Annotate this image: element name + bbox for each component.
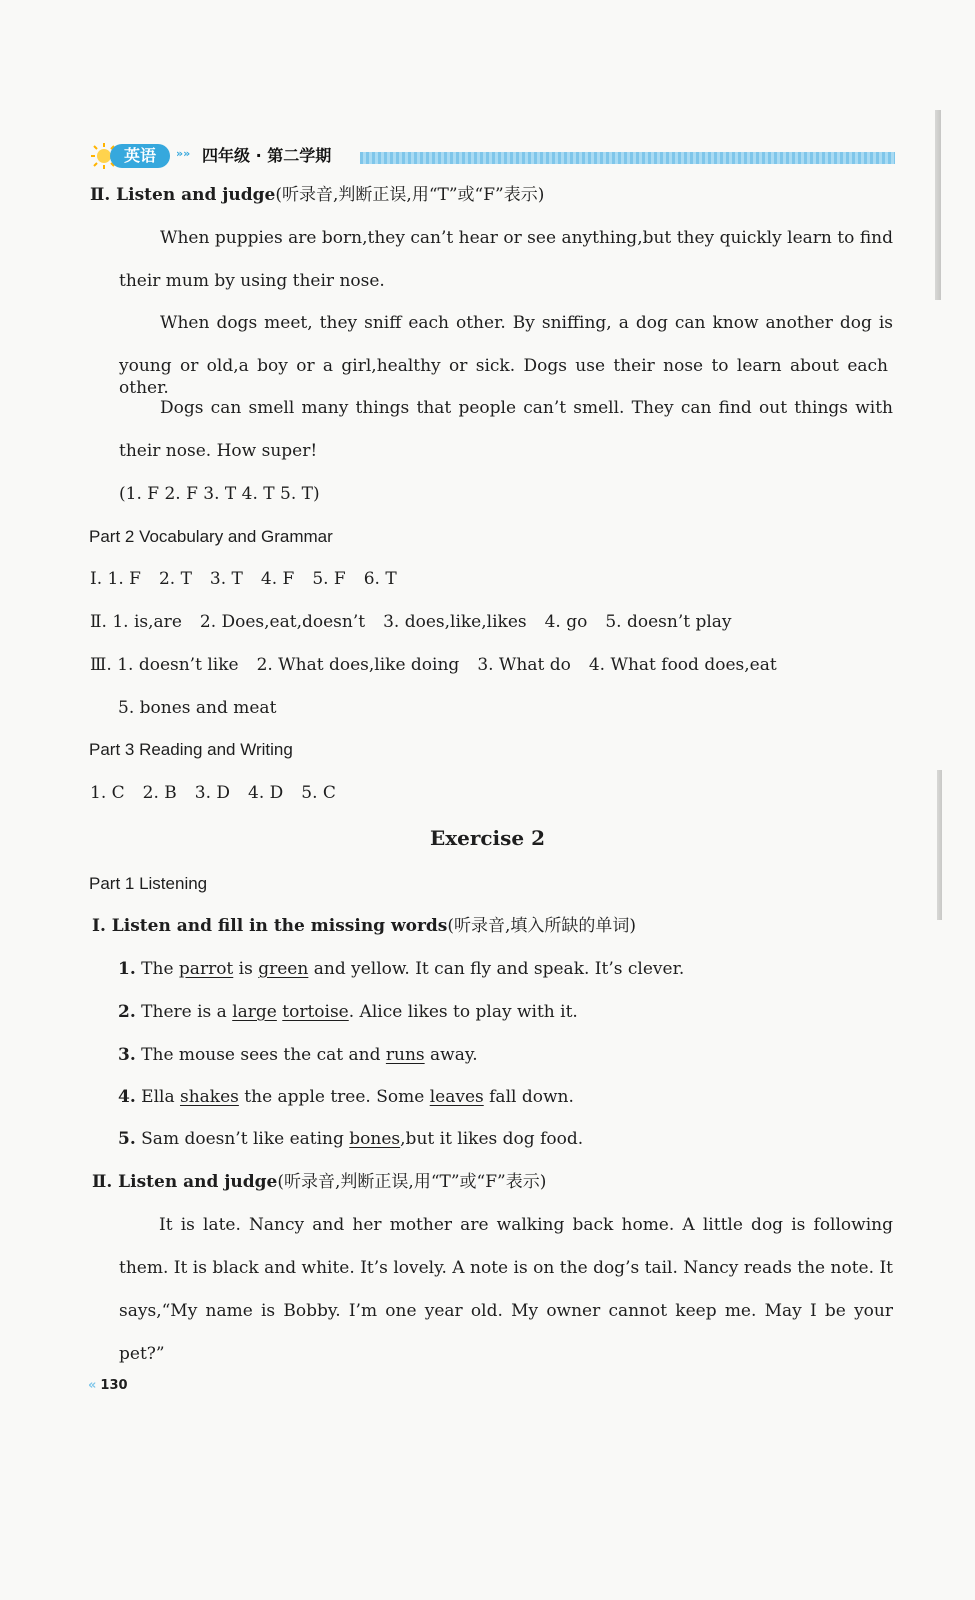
judge-heading-cn: (听录音,判断正误,用“T”或“F”表示) xyxy=(277,1172,547,1192)
sentence-text: the apple tree. Some xyxy=(238,1087,430,1107)
answer-row: 5. bones and meat xyxy=(118,698,277,718)
answer-item: 4. go xyxy=(544,612,588,632)
judge-heading-en: Ⅱ. Listen and judge xyxy=(90,185,276,205)
exercise-title: Exercise 2 xyxy=(429,826,546,850)
passage-line: them. It is black and white. It’s lovely. A note is on the dog’s tail. Nancy reads the note. It xyxy=(119,1258,893,1278)
item-number: 5. xyxy=(118,1129,136,1149)
filled-word: large xyxy=(232,1002,277,1022)
sentence-1 xyxy=(118,958,684,980)
part-title: Part 3 Reading and Writing xyxy=(89,740,293,759)
sentence-text: Ella xyxy=(141,1087,180,1107)
answer-item: 5. F xyxy=(312,569,346,589)
item-number: 4. xyxy=(118,1087,136,1107)
judge-heading xyxy=(90,184,544,206)
sentence-text: . Alice likes to play with it. xyxy=(348,1002,578,1022)
item-number: 2. xyxy=(118,1002,136,1022)
answer-row xyxy=(90,568,415,590)
passage-line: their mum by using their nose. xyxy=(119,271,385,291)
page-number-text: 130 xyxy=(100,1378,128,1393)
judge-heading-cn: (听录音,判断正误,用“T”或“F”表示) xyxy=(275,185,545,205)
page-number xyxy=(88,1378,128,1393)
filled-word: tortoise xyxy=(282,1002,349,1022)
filled-word: shakes xyxy=(179,1087,239,1107)
filled-word: green xyxy=(258,959,309,979)
passage-line: young or old,a boy or a girl,healthy or sick. Dogs use their nose to learn about each other. xyxy=(119,356,888,398)
answer-item: 4. D xyxy=(248,783,284,803)
fill-heading-en: Ⅰ. Listen and fill in the missing words xyxy=(92,916,448,936)
part-title: Part 1 Listening xyxy=(89,874,208,893)
answer-item: 6. T xyxy=(363,569,397,589)
fill-heading-cn: (听录音,填入所缺的单词) xyxy=(447,916,637,936)
page-edge-shadow xyxy=(935,110,941,300)
sentence-5 xyxy=(118,1128,583,1150)
answer-item: 4. F xyxy=(260,569,295,589)
answer-item: Ⅱ. 1. is,are xyxy=(90,612,182,632)
sentence-text: fall down. xyxy=(483,1087,574,1107)
sentence-text: The xyxy=(141,959,179,979)
passage-line: their nose. How super! xyxy=(119,441,318,461)
answer-line: (1. F 2. F 3. T 4. T 5. T) xyxy=(119,484,320,504)
answer-item: 2. What does,like doing xyxy=(256,655,460,675)
passage-line: When dogs meet, they sniff each other. By sniffing, a dog can know another dog is xyxy=(160,313,893,333)
passage-line: Dogs can smell many things that people can’t smell. They can find out things with xyxy=(160,398,893,418)
sentence-text: Sam doesn’t like eating xyxy=(141,1129,350,1149)
subject-badge: 英语 xyxy=(110,144,170,168)
filled-word: bones xyxy=(349,1129,401,1149)
passage-line: When puppies are born,they can’t hear or see anything,but they quickly learn to find xyxy=(160,228,893,248)
answer-item: 4. What food does,eat xyxy=(588,655,777,675)
sentence-text: away. xyxy=(424,1045,478,1065)
answer-item: Ⅲ. 1. doesn’t like xyxy=(90,655,239,675)
sentence-text: and yellow. It can fly and speak. It’s clever. xyxy=(308,959,685,979)
answer-row xyxy=(90,611,750,633)
item-number: 3. xyxy=(118,1045,136,1065)
answer-item: 1. C xyxy=(90,783,125,803)
header-title: 四年级 · 第二学期 xyxy=(202,146,332,165)
header-arrows: »» xyxy=(176,147,191,160)
filled-word: leaves xyxy=(429,1087,484,1107)
sentence-text: ,but it likes dog food. xyxy=(400,1129,584,1149)
answer-row xyxy=(90,654,795,676)
filled-word: parrot xyxy=(178,959,234,979)
judge-heading-en: Ⅱ. Listen and judge xyxy=(92,1172,278,1192)
filled-word: runs xyxy=(385,1045,425,1065)
sentence-text: The mouse sees the cat and xyxy=(141,1045,386,1065)
passage-line: pet?” xyxy=(119,1344,165,1364)
passage-line: says,“My name is Bobby. I’m one year old. My owner cannot keep me. May I be your xyxy=(119,1301,893,1321)
fill-heading xyxy=(92,915,636,937)
chevron-left-icon: « xyxy=(88,1378,97,1393)
passage-line: It is late. Nancy and her mother are walking back home. A little dog is following xyxy=(159,1215,893,1235)
answer-item: 2. T xyxy=(158,569,192,589)
sentence-4 xyxy=(118,1086,574,1108)
answer-item: 3. What do xyxy=(477,655,571,675)
answer-item: Ⅰ. 1. F xyxy=(90,569,141,589)
answer-row xyxy=(90,782,354,804)
sentence-2 xyxy=(118,1001,578,1023)
header-band xyxy=(360,152,895,164)
item-number: 1. xyxy=(118,959,136,979)
judge-heading xyxy=(92,1171,546,1193)
answer-item: 5. C xyxy=(301,783,336,803)
answer-item: 5. doesn’t play xyxy=(605,612,732,632)
sentence-text: is xyxy=(233,959,259,979)
sentence-3 xyxy=(118,1044,478,1066)
answer-item: 2. B xyxy=(142,783,177,803)
answer-item: 2. Does,eat,doesn’t xyxy=(199,612,366,632)
answer-item: 3. does,like,likes xyxy=(383,612,527,632)
page-header xyxy=(90,140,900,172)
answer-item: 3. D xyxy=(194,783,231,803)
answer-item: 3. T xyxy=(209,569,243,589)
sentence-text: There is a xyxy=(141,1002,233,1022)
part-title: Part 2 Vocabulary and Grammar xyxy=(89,527,333,546)
